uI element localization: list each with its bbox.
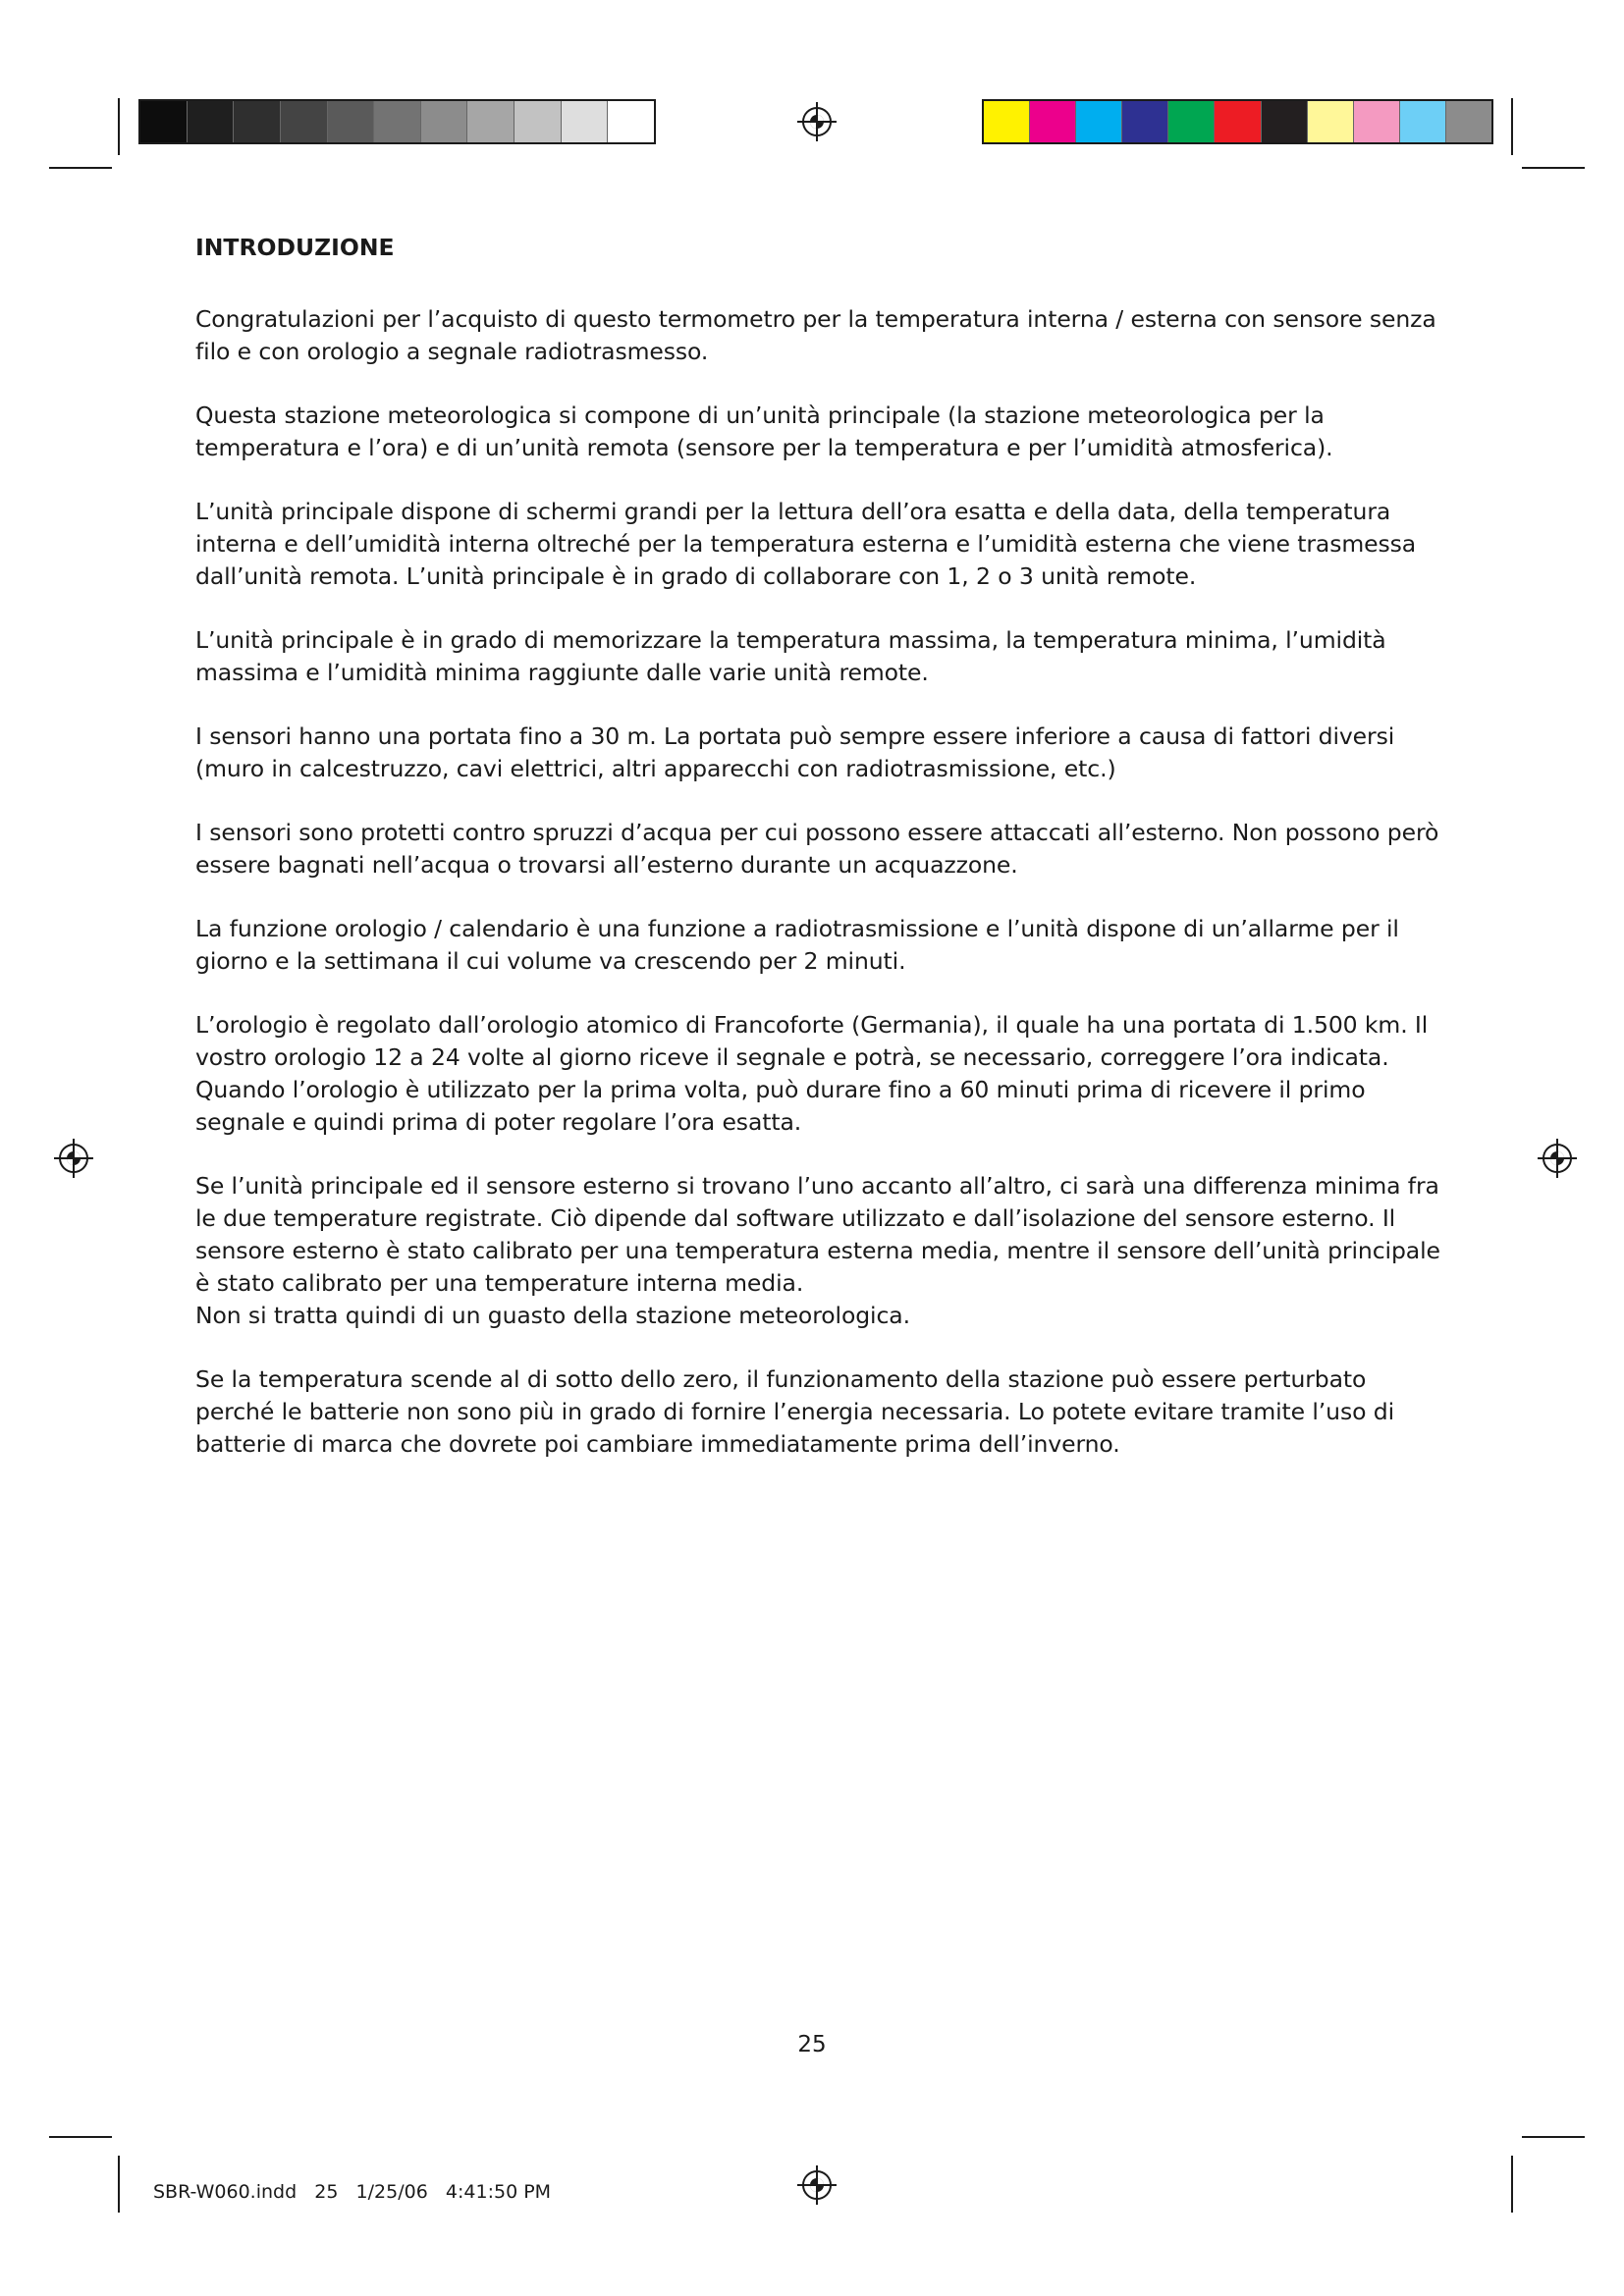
paragraph: Se l’unità principale ed il sensore esterno si trovano l’uno accanto all’altro, ci sarà una differenza minima fra le due temperature registrate. Ciò dipende dal software utilizzato e dall’isolazione del sensore esterno. Il sensore esterno è stato calibrato per una temperatura esterna media, mentre il sensore dell’unità principale è stato calibrato per una temperature interna media. (195, 1172, 1440, 1297)
color-swatch (1262, 101, 1308, 142)
crop-mark-bottom-left-horizontal (49, 2136, 112, 2138)
crosshair-target-icon (1537, 1138, 1578, 1179)
color-swatch (281, 101, 328, 142)
color-swatch (188, 101, 235, 142)
crop-mark-top-right-vertical (1511, 98, 1513, 155)
color-swatch (984, 101, 1030, 142)
color-swatch (1076, 101, 1122, 142)
grayscale-color-bar (138, 99, 656, 144)
crosshair-target-icon (796, 2164, 838, 2206)
color-swatch (234, 101, 281, 142)
color-swatch (467, 101, 514, 142)
color-swatch (421, 101, 468, 142)
crop-mark-top-left-horizontal (49, 167, 112, 169)
color-swatch (1354, 101, 1400, 142)
color-swatch (374, 101, 421, 142)
crosshair-target-icon (796, 101, 838, 142)
color-swatch (1446, 101, 1491, 142)
color-swatch (328, 101, 375, 142)
print-slug: SBR-W060.indd 25 1/25/06 4:41:50 PM (153, 2181, 552, 2203)
crop-mark-bottom-right-horizontal (1522, 2136, 1585, 2138)
paragraph: Se la temperatura scende al di sotto dello zero, il funzionamento della stazione può essere perturbato perché le batterie non sono più in grado di fornire l’energia necessaria. Lo potete evitare tramite l’uso di batterie di marca che dovrete poi cambiare immediatamente prima dell’inverno. (195, 1365, 1395, 1458)
section-heading: INTRODUZIONE (195, 234, 395, 261)
paragraph: I sensori hanno una portata fino a 30 m. La portata può sempre essere inferiore a causa di fattori diversi (muro in calcestruzzo, cavi elettrici, altri apparecchi con radiotrasmissione, etc.) (195, 722, 1395, 782)
page-number: 25 (797, 2032, 827, 2057)
document-body (195, 232, 1442, 1492)
crop-mark-top-right-horizontal (1522, 167, 1585, 169)
color-swatch (140, 101, 188, 142)
color-swatch (608, 101, 654, 142)
paragraph: Non si tratta quindi di un guasto della stazione meteorologica. (195, 1302, 910, 1329)
crop-mark-bottom-right-vertical (1511, 2156, 1513, 2213)
crop-mark-top-left-vertical (118, 98, 120, 155)
paragraph: I sensori sono protetti contro spruzzi d’acqua per cui possono essere attaccati all’esterno. Non possono però essere bagnati nell’acqua o trovarsi all’esterno durante un acquazzone. (195, 819, 1439, 879)
paragraph: L’orologio è regolato dall’orologio atomico di Francoforte (Germania), il quale ha una portata di 1.500 km. Il vostro orologio 12 a 24 volte al giorno riceve il segnale e potrà, se necessario, correggere l’ora indicata. Quando l’orologio è utilizzato per la prima volta, può durare fino a 60 minuti prima di ricevere il primo segnale e quindi prima di poter regolare l’ora esatta. (195, 1011, 1429, 1136)
paragraph: L’unità principale è in grado di memorizzare la temperatura massima, la temperatura minima, l’umidità massima e l’umidità minima raggiunte dalle varie unità remote. (195, 626, 1386, 686)
color-swatch (1122, 101, 1168, 142)
color-swatch (1400, 101, 1446, 142)
paragraph: Congratulazioni per l’acquisto di questo termometro per la temperatura interna / esterna con sensore senza filo e con orologio a segnale radiotrasmesso. (195, 305, 1436, 365)
color-swatch (514, 101, 562, 142)
paragraph: L’unità principale dispone di schermi grandi per la lettura dell’ora esatta e della data, della temperatura interna e dell’umidità interna oltreché per la temperatura esterna e l’umidità esterna che viene trasmessa dall’unità remota. L’unità principale è in grado di collaborare con 1, 2 o 3 unità remote. (195, 498, 1417, 590)
paragraph: Questa stazione meteorologica si compone di un’unità principale (la stazione meteorologica per la temperatura e l’ora) e di un’unità remota (sensore per la temperatura e per l’umidità atmosferica). (195, 401, 1333, 461)
crop-mark-bottom-left-vertical (118, 2156, 120, 2213)
color-swatch (562, 101, 609, 142)
paragraph: La funzione orologio / calendario è una funzione a radiotrasmissione e l’unità dispone di un’allarme per il giorno e la settimana il cui volume va crescendo per 2 minuti. (195, 915, 1399, 975)
color-swatch (1215, 101, 1261, 142)
process-color-bar (982, 99, 1493, 144)
color-swatch (1168, 101, 1215, 142)
color-swatch (1030, 101, 1076, 142)
crosshair-target-icon (53, 1138, 94, 1179)
color-swatch (1308, 101, 1354, 142)
